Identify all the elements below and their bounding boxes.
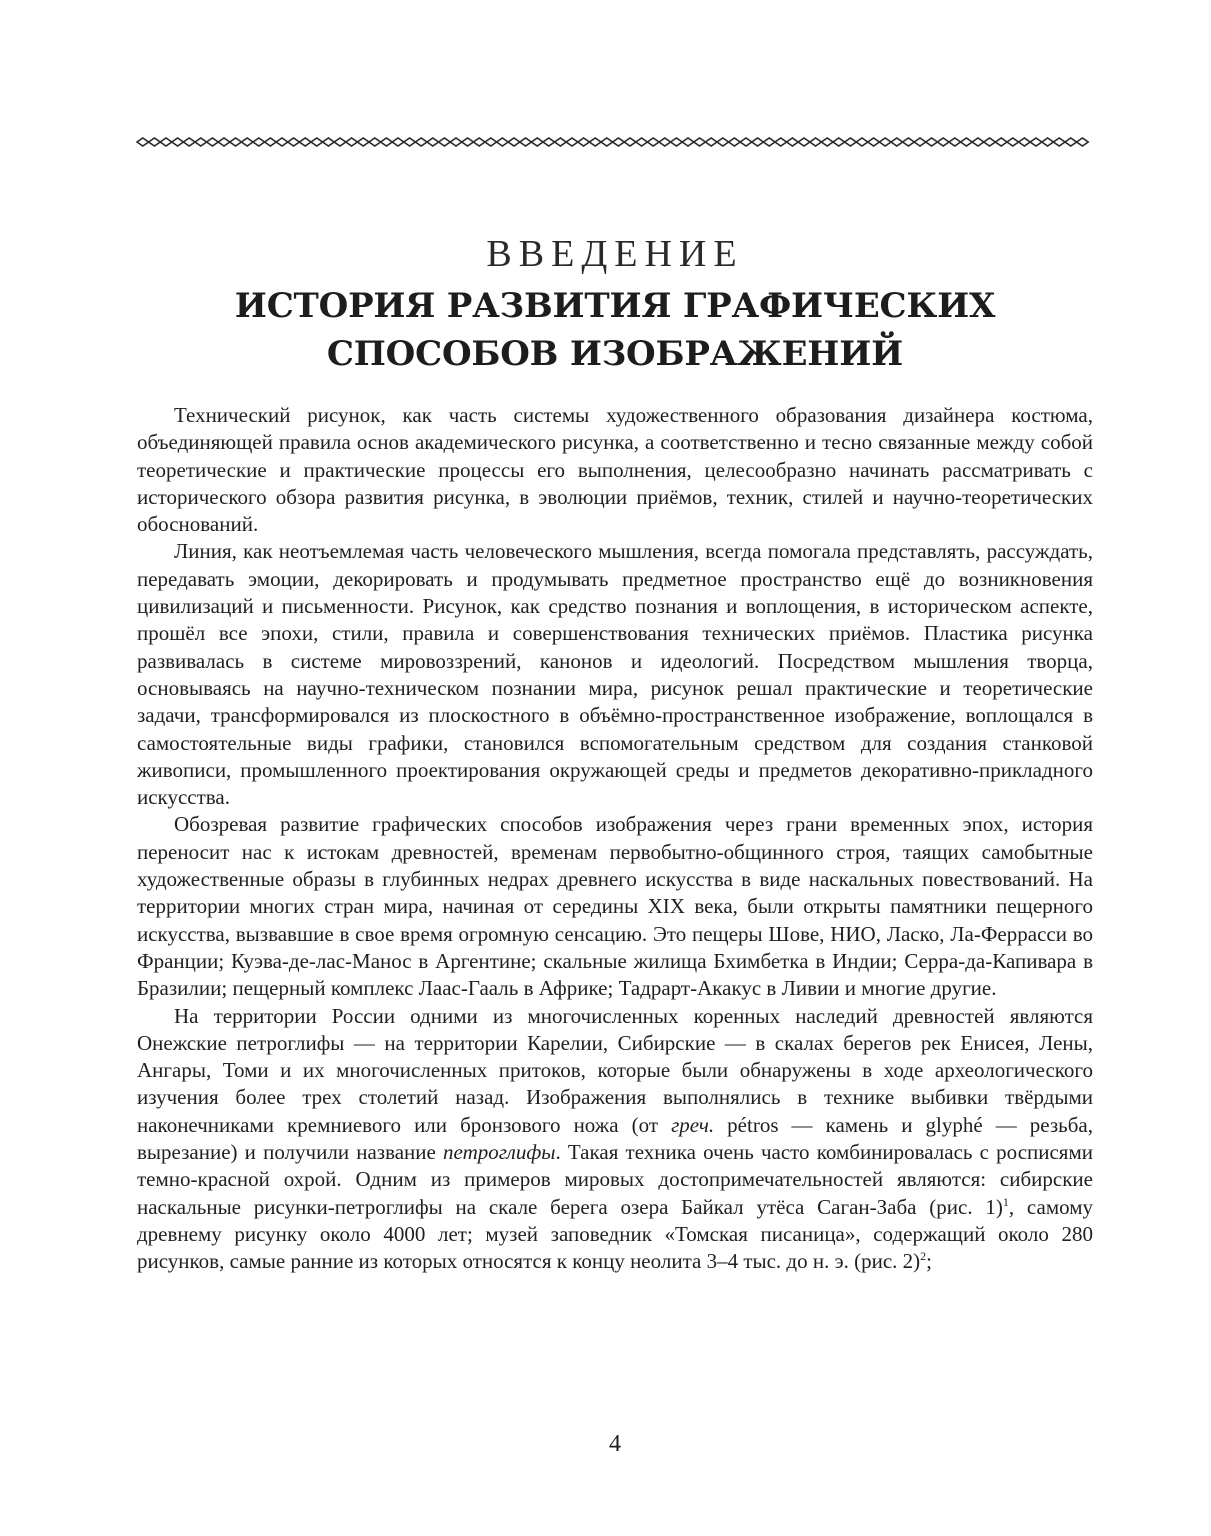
ornament-diamond [798,138,810,146]
ornament-diamond [566,138,578,146]
ornament-diamond [636,138,648,146]
term-petroglyphs: петроглифы [443,1140,556,1165]
ornament-diamond [705,138,717,146]
ornament-diamond [879,138,891,146]
ornament-diamond [1019,138,1031,146]
section-kicker: ВВЕДЕНИЕ [486,233,744,275]
ornament-diamond [183,138,195,146]
ornament-diamond [323,138,335,146]
chapter-title-line-2: СПОСОБОВ ИЗОБРАЖЕНИЙ [326,334,904,374]
ornament-diamond [926,138,938,146]
paragraph-4-text-a: На территории России одними из многочисленных коренных наследий древностей являются Онежские петроглифы — на территории Карелии, Сибирские — в скалах берегов рек Енисея, Лены, Ангары, Томи и их многочисленных притоков, которые были обнаружены в ходе археологического изучения более трех столетий назад. Изображения выполнялись в технике выбивки твёрдыми наконечниками кремниевого или бронзового ножа (от [137,1003,1093,1137]
ornament-diamond [207,138,219,146]
paragraph-2: Линия, как неотъемлемая часть человеческого мышления, всегда помогала представлять, рассуждать, передавать эмоции, декорировать и продумывать предметное пространство ещё до возникновения цивилизаций и письменности. Рисунок, как средство познания и воплощения, в историческом аспекте, прошёл все эпохи, стили, правила и совершенствования технических приёмов. Пластика рисунка развивалась в системе мировоззрений, канонов и идеологий. Посредством мышления творца, основываясь на научно-техническом познании мира, рисунок решал практические и теоретические задачи, трансформировался из плоскостного в объёмно-пространственное изображение, воплощался в самостоятельные виды графики, становился вспомогательным средством для создания станковой живописи, промышленного проектирования окружающей среды и предметов декоративно-прикладного искусства. [137,539,1093,810]
ornament-diamond [415,138,427,146]
ornament-diamond [241,138,253,146]
paragraph-3: Обозревая развитие графических способов изображения через грани временных эпох, история переносит нас к истокам древностей, временам первобытно-общинного строя, таящих самобытные художественные образы в глубинных недрах древнего искусства в виде наскальных повествований. На территории многих стран мира, начиная от середины XIX века, были открыты памятники пещерного искусства, вызвавшие в свое время огромную сенсацию. Это пещеры Шове, НИО, Ласко, Ла-Феррасси во Франции; Куэва-де-лас-Манос в Аргентине; скальные жилища Бхимбетка в Индии; Серра-да-Капивара в Бразилии; пещерный комплекс Лаас-Гааль в Африке; Тадрарт-Акакус в Ливии и многие другие. [137,812,1093,1001]
ornament-diamond [1065,138,1077,146]
ornament-diamond [473,138,485,146]
ornament-diamond [160,138,172,146]
ornament-diamond [624,138,636,146]
ornament-diamond [891,138,903,146]
ornament-diamond [1053,138,1065,146]
ornament-diamond [856,138,868,146]
ornament-diamond [555,138,567,146]
ornament-diamond [903,138,915,146]
ornament-diamond [845,138,857,146]
ornament-diamond [1042,138,1054,146]
ornament-diamond [682,138,694,146]
footnote-ref-1[interactable]: 1 [1002,1194,1009,1209]
ornament-diamond [671,138,683,146]
ornament-diamond [659,138,671,146]
ornament-diamond [984,138,996,146]
ornament-diamond [531,138,543,146]
ornament-diamond [299,138,311,146]
ornament-diamond [972,138,984,146]
footnote-ref-2[interactable]: 2 [920,1249,927,1264]
ornament-diamond [787,138,799,146]
ornament-diamond [276,138,288,146]
greek-abbreviation: греч. [671,1112,715,1137]
ornament-diamond [543,138,555,146]
paragraph-4-text-c: . Такая техника очень часто комбинировалась с росписями темно-красной охрой. Одним из примеров мировых достопримечательностей являются: сибирские наскальные рисунки-петроглифы на скале берега озера Байкал утёса Саган-Заба (рис. 1) [137,1140,1093,1219]
ornament-diamond [949,138,961,146]
ornament-diamond [172,138,184,146]
ornament-diamond [729,138,741,146]
ornament-diamond [369,138,381,146]
decorative-ornament-border [136,132,1094,152]
ornament-diamond [520,138,532,146]
ornament-diamond [810,138,822,146]
ornament-diamond [357,138,369,146]
ornament-diamond [230,138,242,146]
ornament-diamond [601,138,613,146]
paragraph-4 [137,1003,1093,1276]
ornament-diamond [497,138,509,146]
ornament-diamond [427,138,439,146]
ornament-diamond [995,138,1007,146]
ornament-diamond [694,138,706,146]
chapter-title-line-1: ИСТОРИЯ РАЗВИТИЯ ГРАФИЧЕСКИХ [234,286,996,326]
ornament-diamond [868,138,880,146]
ornament-diamond [961,138,973,146]
body-text [137,402,1093,1276]
paragraph-4-text-d: , самому древнему рисунку около 4000 лет; музей заповедник «Томская писаница», содержащий около 280 рисунков, самые ранние из которых относятся к концу неолита 3–4 тыс. до н. э. (рис. 2) [137,1194,1093,1274]
ornament-diamond [752,138,764,146]
ornament-diamond [218,138,230,146]
ornament-diamond [195,138,207,146]
ornament-diamond [763,138,775,146]
ornament-diamond [1007,138,1019,146]
ornament-diamond [914,138,926,146]
ornament-diamond [381,138,393,146]
ornament-diamond [647,138,659,146]
ornament-diamond [288,138,300,146]
ornament-diamond [334,138,346,146]
ornament-diamond [937,138,949,146]
ornament-diamond [508,138,520,146]
ornament-diamond [589,138,601,146]
ornament-diamond [578,138,590,146]
ornament-diamond [149,138,161,146]
ornament-diamond [462,138,474,146]
paragraph-4-text-b: pétros — камень и glyphé — резьба, вырезание) и получили название [137,1112,1093,1165]
ornament-diamond [821,138,833,146]
ornament-diamond [346,138,358,146]
ornament-diamond [265,138,277,146]
ornament-diamond [450,138,462,146]
ornament-diamond [439,138,451,146]
ornament-diamond [392,138,404,146]
ornament-diamond [137,138,149,146]
ornament-diamond [1077,138,1089,146]
paragraph-4-text-e: ; [926,1249,933,1274]
ornament-diamond [717,138,729,146]
ornament-diamond [485,138,497,146]
page-number: 4 [609,1431,621,1457]
ornament-diamond [311,138,323,146]
ornament-diamond [613,138,625,146]
paragraph-1: Технический рисунок, как часть системы художественного образования дизайнера костюма, объединяющей правила основ академического рисунка, а соответственно и тесно связанные между собой теоретические и практические процессы его выполнения, целесообразно начинать рассматривать с исторического обзора развития рисунка, в эволюции приёмов, техник, стилей и научно-теоретических обоснований. [137,403,1093,537]
ornament-diamond [833,138,845,146]
ornament-diamond [775,138,787,146]
ornament-diamond [1030,138,1042,146]
ornament-diamond [404,138,416,146]
ornament-diamond [253,138,265,146]
ornament-diamond [740,138,752,146]
